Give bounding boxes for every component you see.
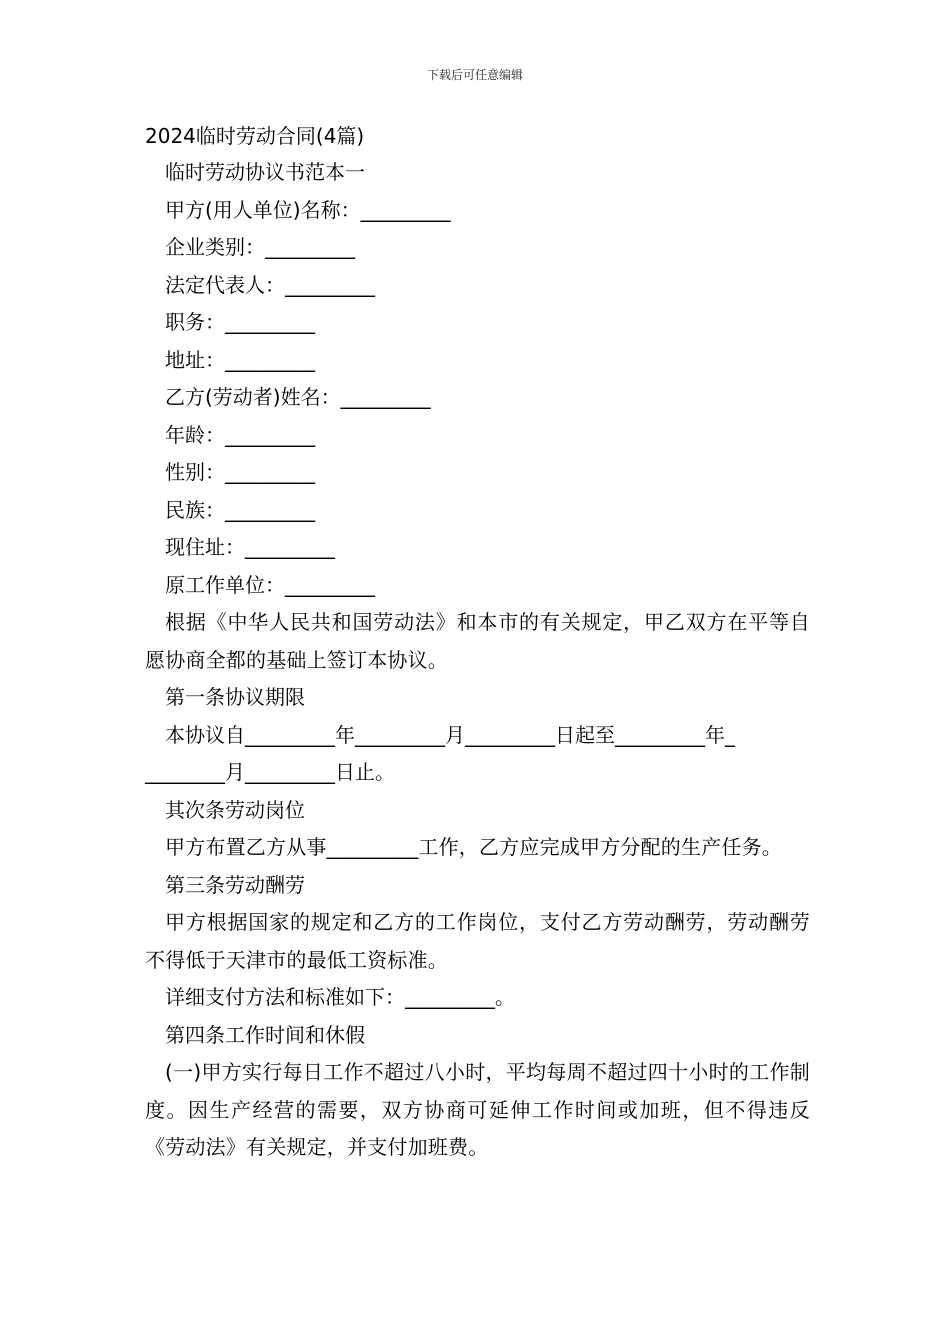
- age-field: 年龄：_________: [165, 422, 315, 447]
- article-4-paragraph: (一)甲方实行每日工作不超过八小时，平均每周不超过四十小时的工作制度。因生产经营的需要，双方协商可延伸工作时间或加班，但不得违反《劳动法》有关规定，并支付加班费。: [145, 1060, 810, 1159]
- worker-name-field: 乙方(劳动者)姓名：_________: [165, 385, 431, 409]
- payment-detail-line: 详细支付方法和标准如下：_________。: [165, 985, 515, 1009]
- agreement-subtitle: 临时劳动协议书范本一: [165, 160, 365, 184]
- article-3-heading: 第三条劳动酬劳: [165, 872, 305, 897]
- document-body: [145, 118, 810, 1167]
- document-title: 2024临时劳动合同(4篇): [145, 124, 365, 148]
- term-line-2: ________月_________日止。: [145, 760, 395, 784]
- legal-rep-field: 法定代表人：_________: [165, 272, 375, 297]
- article-2-heading: 其次条劳动岗位: [165, 797, 305, 822]
- current-address-field: 现住址：_________: [165, 535, 335, 559]
- enterprise-type-field: 企业类别：_________: [165, 235, 355, 259]
- term-line-1: 本协议自_________年_________月_________日起至_________年_: [165, 722, 735, 747]
- article-1-heading: 第一条协议期限: [165, 685, 305, 709]
- intro-paragraph: 根据《中华人民共和国劳动法》和本市的有关规定，甲乙双方在平等自愿协商全都的基础上签订本协议。: [145, 610, 810, 672]
- address-field: 地址：_________: [165, 347, 315, 372]
- article-2-paragraph: 甲方布置乙方从事_________工作，乙方应完成甲方分配的生产任务。: [165, 835, 782, 859]
- ethnicity-field: 民族：_________: [165, 497, 315, 522]
- position-field: 职务：_________: [165, 310, 315, 334]
- article-4-heading: 第四条工作时间和休假: [165, 1022, 365, 1047]
- former-employer-field: 原工作单位：_________: [165, 572, 375, 597]
- employer-name-field: 甲方(用人单位)名称：_________: [165, 197, 451, 222]
- gender-field: 性别：_________: [165, 460, 315, 484]
- article-3-paragraph: 甲方根据国家的规定和乙方的工作岗位，支付乙方劳动酬劳，劳动酬劳不得低于天津市的最低工资标准。: [145, 910, 810, 972]
- header-note: 下载后可任意编辑: [426, 68, 523, 82]
